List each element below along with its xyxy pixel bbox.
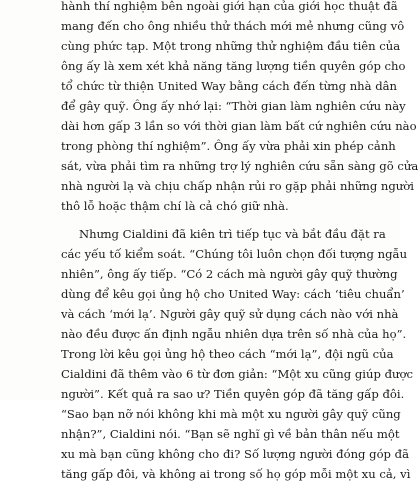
text-line: dài hơn gấp 3 lần so với thời gian làm bất cứ nghiên cứu nào	[61, 119, 417, 133]
text-line: người”. Kết quả ra sao ư? Tiền quyên góp đã tăng gấp đôi.	[61, 387, 405, 401]
text-line: và cách ‘mới lạ’. Người gây quỹ sử dụng cách nào với nhà	[61, 307, 399, 321]
text-line: xu mà bạn cũng không cho đi? Số lượng người đóng góp đã	[61, 447, 409, 461]
text-line: “Sao bạn nỡ nói không khi mà một xu người gây quỹ cũng	[61, 407, 401, 421]
text-line: ông ấy là xem xét khả năng tăng lượng tiền quyên góp cho	[61, 59, 406, 73]
text-line: các yếu tố kiểm soát. “Chúng tôi luôn chọn đối tượng ngẫu	[61, 247, 408, 261]
text-line: tăng gấp đôi, và không ai trong số họ góp mỗi một xu cả, vì	[61, 467, 411, 481]
text-line: hành thí nghiệm bên ngoài giới hạn của giới học thuật đã	[61, 0, 398, 13]
text-line: Trong lời kêu gọi ủng hộ theo cách “mới lạ”, đội ngũ của	[61, 347, 394, 361]
text-line: thô lỗ hoặc thậm chí là cả chó giữ nhà.	[61, 199, 289, 213]
text-line: cùng phức tạp. Một trong những thử nghiệm đầu tiên của	[61, 39, 401, 53]
text-line: Cialdini đã thêm vào 6 từ đơn giản: “Một xu cũng giúp được	[61, 367, 413, 381]
text-line: trong phòng thí nghiệm”. Ông ấy vừa phải xin phép cảnh	[61, 139, 396, 153]
text-line: dùng để kêu gọi ủng hộ cho United Way: cách ‘tiêu chuẩn’	[61, 287, 405, 301]
text-line: nào đều được ấn định ngẫu nhiên dựa trên số nhà của họ”.	[61, 327, 407, 341]
text-line: để gây quỹ. Ông ấy nhớ lại: “Thời gian làm nghiên cứu này	[61, 99, 406, 113]
text-line: nhận?”, Cialdini nói. “Bạn sẽ nghĩ gì về bản thân nếu một	[61, 427, 400, 441]
text-line: sát, vừa phải tìm ra những trợ lý nghiên cứu sẵn sàng gõ cửa	[61, 159, 418, 173]
text-line: nhà người lạ và chịu chấp nhận rủi ro gặp phải những người	[61, 179, 414, 193]
text-line: nhiên”, ông ấy tiếp. “Có 2 cách mà người gây quỹ thường	[61, 267, 398, 281]
text-line: Nhưng Cialdini đã kiên trì tiếp tục và bắt đầu đặt ra	[79, 227, 386, 241]
text-line: mang đến cho ông nhiều thử thách mới mẻ nhưng cũng vô	[61, 19, 405, 33]
text-line: tổ chức từ thiện United Way bằng cách đến từng nhà dân	[61, 79, 398, 93]
